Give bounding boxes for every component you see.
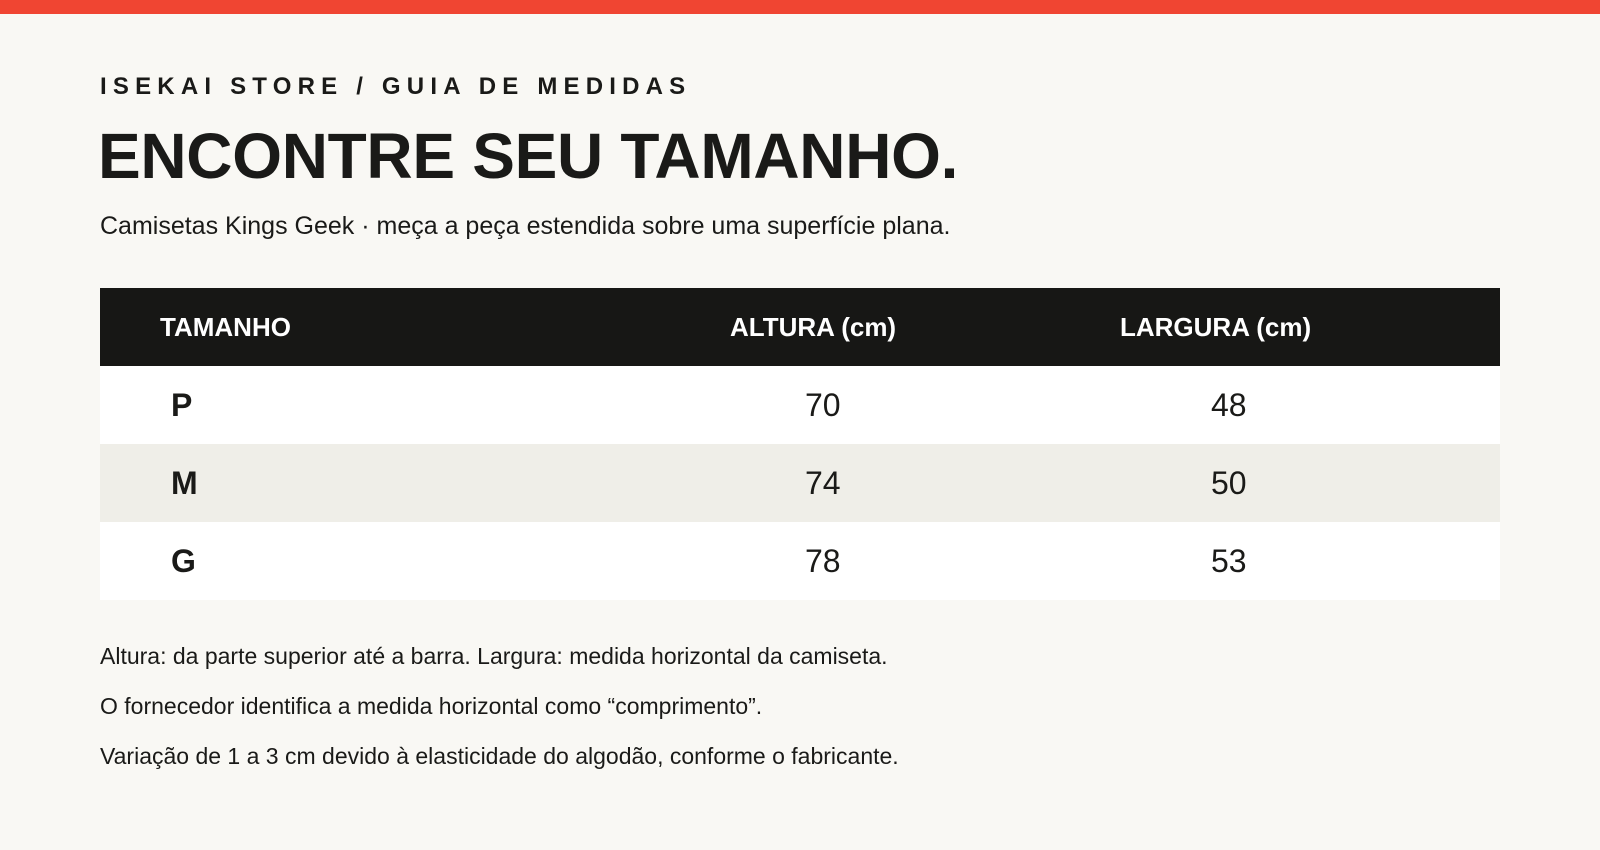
table-row — [100, 522, 1500, 600]
width-cell: 50 — [1211, 464, 1247, 501]
note-measurement-definition: Altura: da parte superior até a barra. Largura: medida horizontal da camiseta. — [100, 643, 888, 669]
column-header-size: TAMANHO — [160, 311, 291, 342]
column-header-width: LARGURA (cm) — [1120, 311, 1312, 342]
breadcrumb: ISEKAI STORE / GUIA DE MEDIDAS — [100, 73, 692, 100]
width-cell: 48 — [1211, 386, 1247, 423]
note-variation: Variação de 1 a 3 cm devido à elasticidade do algodão, conforme o fabricante. — [100, 743, 899, 769]
size-cell: M — [171, 464, 198, 501]
height-cell: 78 — [805, 542, 841, 579]
table-row — [100, 366, 1500, 444]
page-title: ENCONTRE SEU TAMANHO. — [98, 120, 959, 192]
width-cell: 53 — [1211, 542, 1247, 579]
measurement-notes — [100, 640, 899, 790]
top-accent-bar — [0, 0, 1600, 14]
column-header-height: ALTURA (cm) — [730, 311, 897, 342]
page-subtitle: Camisetas Kings Geek · meça a peça estendida sobre uma superfície plana. — [100, 212, 951, 240]
height-cell: 70 — [805, 386, 841, 423]
size-cell: P — [171, 386, 193, 423]
height-cell: 74 — [805, 464, 841, 501]
size-cell: G — [171, 542, 196, 579]
note-supplier-naming: O fornecedor identifica a medida horizontal como “comprimento”. — [100, 693, 763, 719]
size-table — [100, 288, 1500, 600]
table-header-row — [100, 288, 1500, 366]
table-row — [100, 444, 1500, 522]
